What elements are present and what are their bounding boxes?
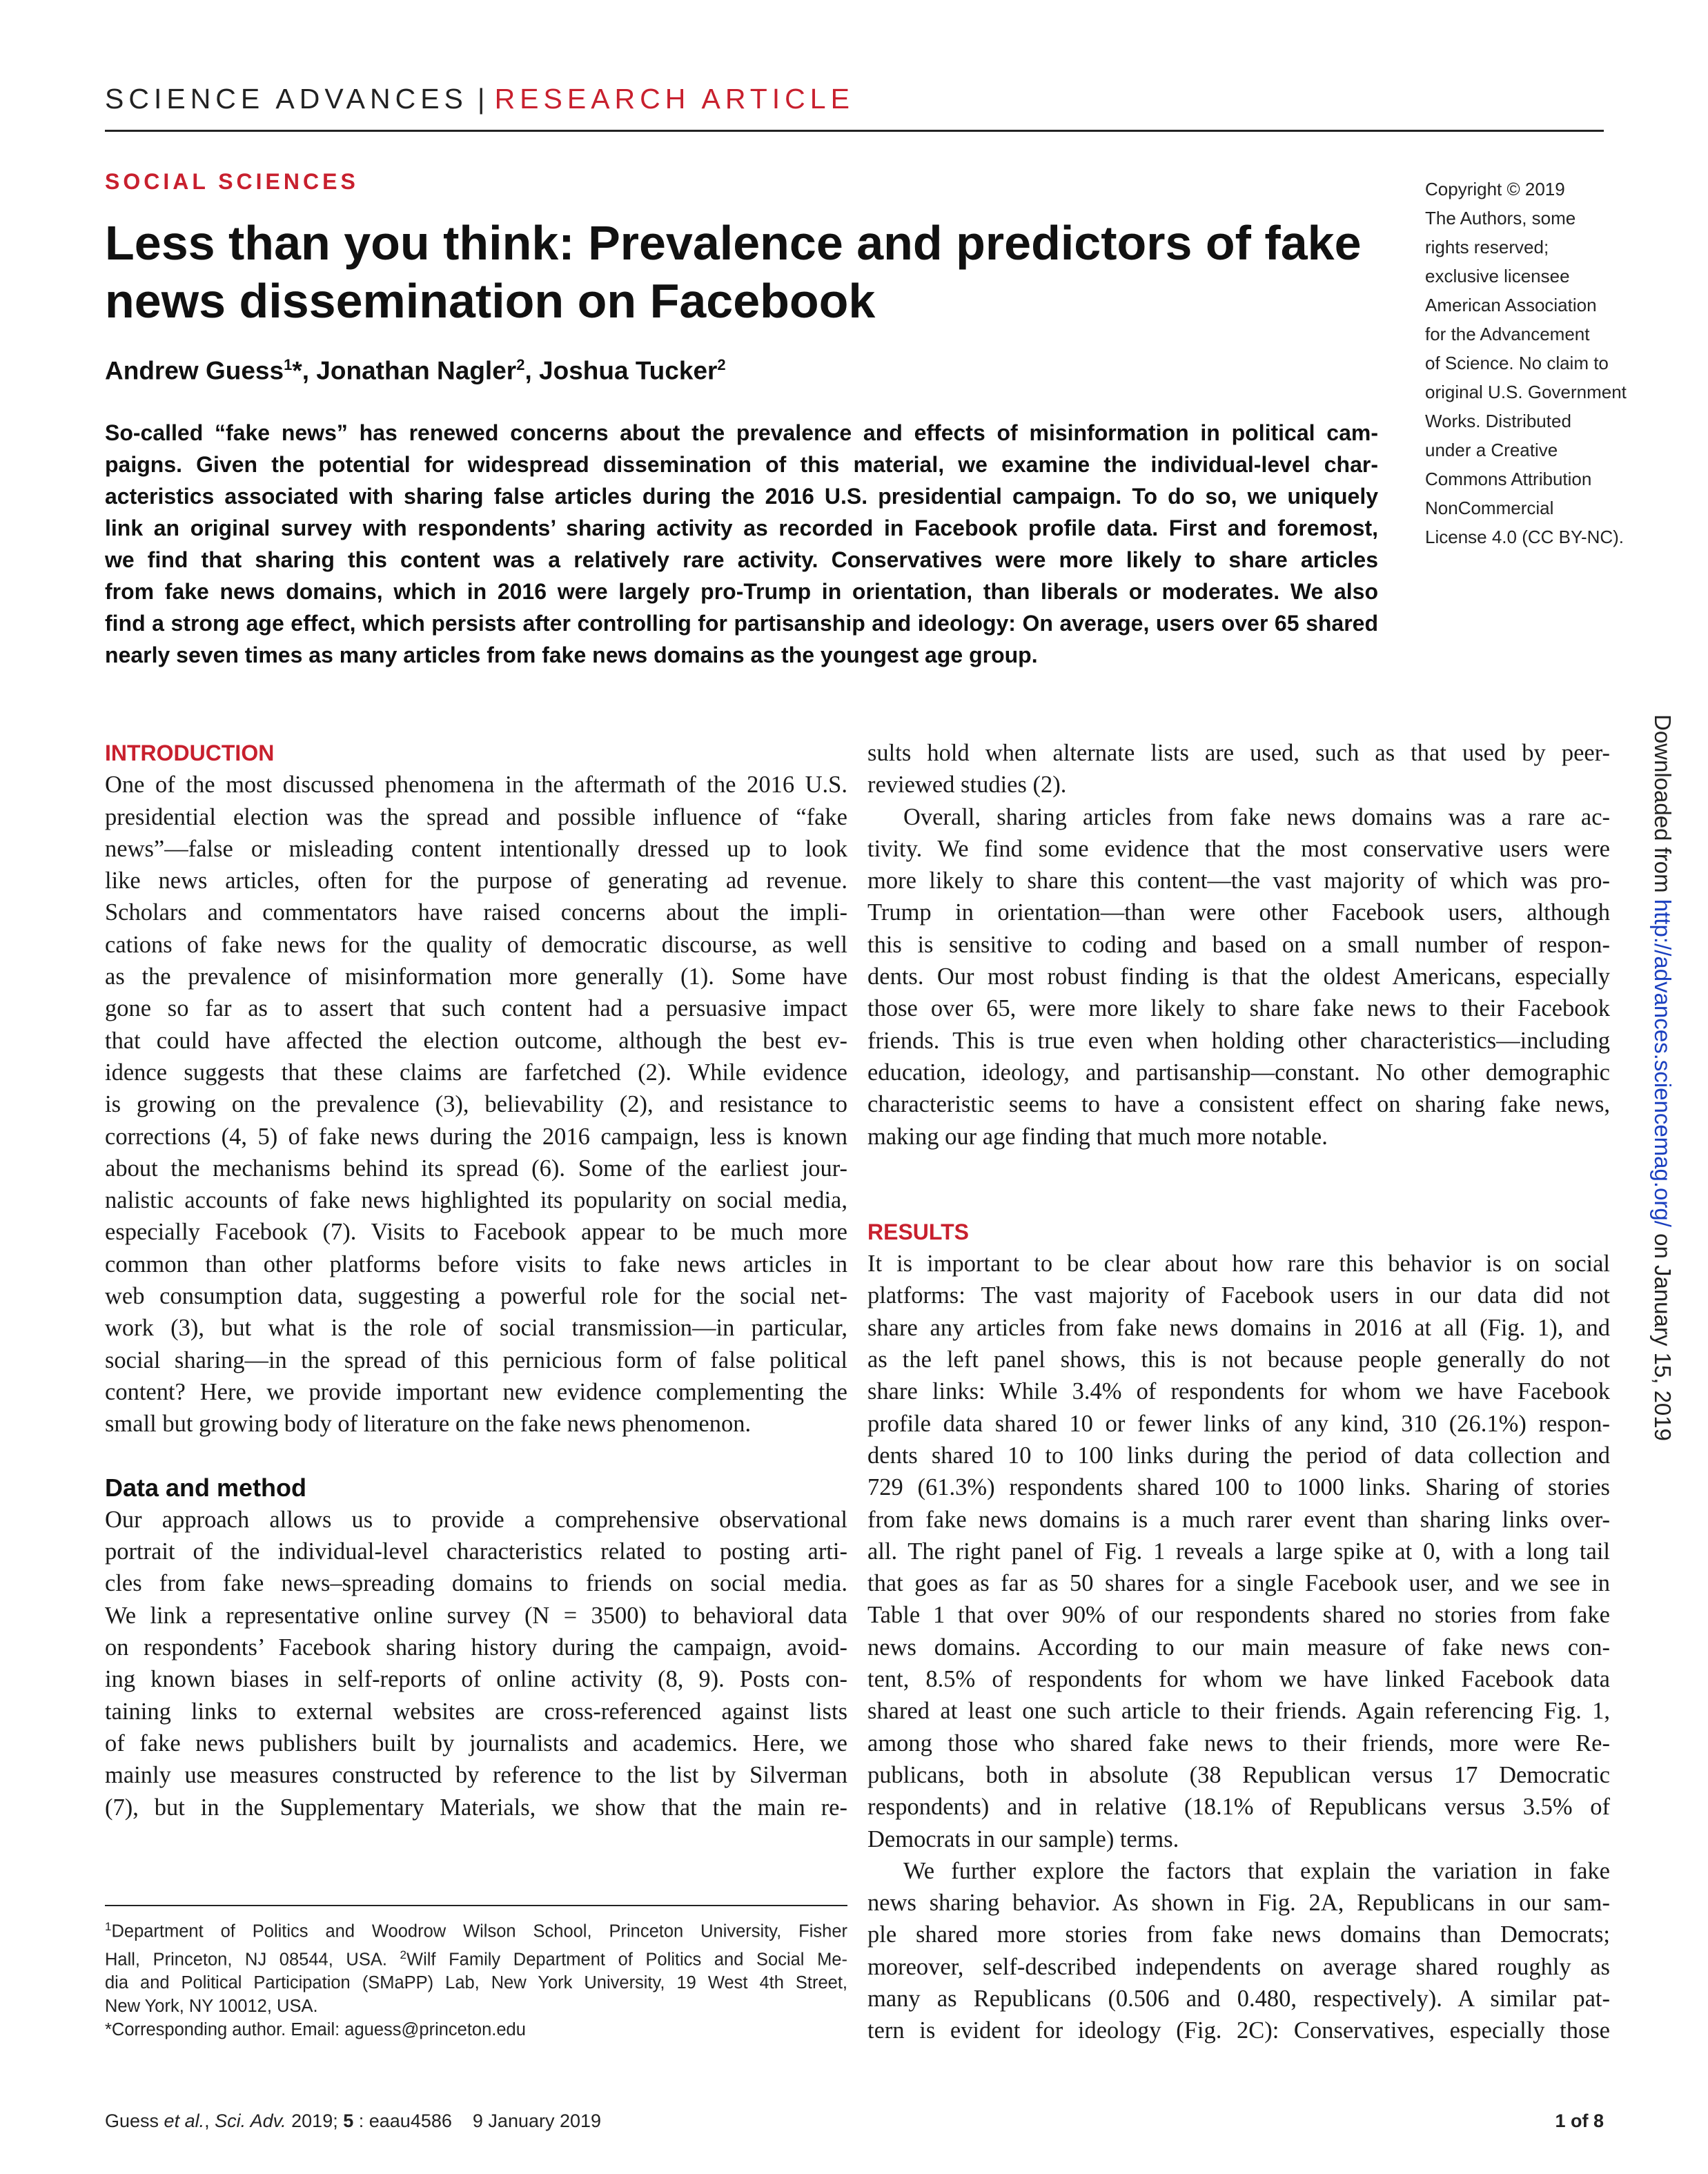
- right-column: [867, 737, 1610, 2047]
- section-label: SOCIAL SCIENCES: [105, 169, 359, 194]
- body-text-line: taining links to external websites are cross-referenced against lists: [105, 1698, 847, 1725]
- body-text-line: Overall, sharing articles from fake news domains was a rare ac-: [903, 803, 1610, 830]
- body-text-line: like news articles, often for the purpose of generating ad revenue.: [105, 868, 847, 894]
- copyright-line: The Authors, some: [1425, 208, 1576, 228]
- header-rule: [105, 130, 1604, 132]
- body-text-line: social sharing—in the spread of this pernicious form of false political: [105, 1346, 847, 1373]
- article-type: RESEARCH ARTICLE: [494, 83, 854, 115]
- abstract-line: from fake news domains, which in 2016 were largely pro-Trump in orientation, than liberals or moderates. We also: [105, 579, 1378, 604]
- author-name[interactable]: Andrew Guess: [105, 356, 284, 385]
- section-heading-results: RESULTS: [867, 1219, 969, 1244]
- body-text-line: cles from fake news–spreading domains to friends on social media.: [105, 1570, 847, 1597]
- body-text-line: (7), but in the Supplementary Materials, we show that the main re-: [105, 1794, 847, 1821]
- copyright-line: Commons Attribution: [1425, 469, 1592, 489]
- body-text-line: small but growing body of literature on the fake news phenomenon.: [105, 1411, 752, 1438]
- body-text-line: web consumption data, suggesting a powerful role for the social net-: [105, 1283, 847, 1310]
- abstract-line: link an original survey with respondents’ sharing activity as recorded in Facebook profile data. First and foremost,: [105, 516, 1378, 540]
- paragraph-gap: [105, 1440, 847, 1472]
- body-text-line: news sharing behavior. As shown in Fig. 2A, Republicans in our sam-: [867, 1890, 1610, 1917]
- body-text-line: of fake news publishers built by journalists and academics. Here, we: [105, 1730, 847, 1756]
- author-name[interactable]: Jonathan Nagler: [316, 356, 517, 385]
- author-separator: *,: [292, 356, 317, 385]
- body-text-line: all. The right panel of Fig. 1 reveals a large spike at 0, with a long tail: [867, 1538, 1610, 1565]
- footer-journal: Sci. Adv.: [215, 2111, 286, 2131]
- body-text-line: as the left panel shows, this is not because people generally do not: [867, 1346, 1610, 1373]
- body-text-line: platforms: The vast majority of Facebook users in our data did not: [867, 1282, 1610, 1309]
- footnote-marker: 1: [105, 1920, 112, 1933]
- body-text-line: respondents) and in relative (18.1% of Republicans versus 3.5% of: [867, 1794, 1610, 1821]
- body-text-line: especially Facebook (7). Visits to Facebook appear to be much more: [105, 1219, 847, 1246]
- body-text-line: Table 1 that over 90% of our respondents shared no stories from fake: [867, 1602, 1610, 1629]
- body-text-line: idence suggests that these claims are farfetched (2). While evidence: [105, 1059, 847, 1086]
- download-suffix: on January 15, 2019: [1650, 1226, 1676, 1441]
- footer-authors: Guess: [105, 2111, 164, 2131]
- body-text-line: common than other platforms before visits to fake news articles in: [105, 1251, 847, 1277]
- body-text-line: friends. This is true even when holding other characteristics—including: [867, 1027, 1610, 1054]
- body-text-line: work (3), but what is the role of social transmission—in particular,: [105, 1315, 847, 1342]
- copyright-line: exclusive licensee: [1425, 266, 1570, 286]
- body-text-line: gone so far as to assert that such content had a persuasive impact: [105, 995, 847, 1022]
- author-affiliation: 2: [516, 356, 525, 373]
- body-text-line: ple shared more stories from fake news domains than Democrats;: [867, 1921, 1610, 1948]
- copyright-line: Copyright © 2019: [1425, 179, 1565, 199]
- body-text-line: Trump in orientation—than were other Facebook users, although: [867, 899, 1610, 926]
- body-text-line: those over 65, were more likely to share fake news to their Facebook: [867, 995, 1610, 1022]
- body-text-line: profile data shared 10 or fewer links of any kind, 310 (26.1%) respon-: [867, 1410, 1610, 1437]
- left-column: [105, 737, 847, 1823]
- body-text-line: Democrats in our sample) terms.: [867, 1825, 1179, 1852]
- body-text-line: this is sensitive to coding and based on a small number of respon-: [867, 931, 1610, 958]
- body-text-line: portrait of the individual-level characteristics related to posting arti-: [105, 1538, 847, 1565]
- footer-etal: et al.: [164, 2111, 205, 2131]
- body-text-line: nalistic accounts of fake news highlighted its popularity on social media,: [105, 1187, 847, 1214]
- body-text-line: 729 (61.3%) respondents shared 100 to 1000 links. Sharing of stories: [867, 1474, 1610, 1501]
- copyright-line: rights reserved;: [1425, 237, 1549, 257]
- footnote-text: Wilf Family Department of Politics and Social Me-: [406, 1950, 847, 1969]
- download-stamp: [1649, 714, 1676, 1441]
- header-separator: |: [477, 83, 485, 115]
- body-text-line: share any articles from fake news domains in 2016 at all (Fig. 1), and: [867, 1314, 1610, 1341]
- abstract-line: paigns. Given the potential for widespread dissemination of this material, we examine the individual-level char-: [105, 452, 1378, 477]
- author-list: [105, 356, 726, 385]
- footnote-rule: [105, 1905, 847, 1906]
- body-text-line: reviewed studies (2).: [867, 772, 1067, 799]
- body-text-line: presidential election was the spread and possible influence of “fake: [105, 803, 847, 830]
- body-text-line: One of the most discussed phenomena in the aftermath of the 2016 U.S.: [105, 772, 847, 799]
- body-text-line: It is important to be clear about how rare this behavior is on social: [867, 1251, 1610, 1277]
- body-text-line: moreover, self-described independents on average shared roughly as: [867, 1953, 1610, 1980]
- body-text-line: many as Republicans (0.506 and 0.480, respectively). A similar pat-: [867, 1985, 1610, 2012]
- copyright-line: License 4.0 (CC BY-NC).: [1425, 527, 1624, 547]
- body-text-line: education, ideology, and partisanship—constant. No other demographic: [867, 1059, 1610, 1086]
- footnote-line: [105, 1915, 847, 1943]
- body-text-line: share links: While 3.4% of respondents for whom we have Facebook: [867, 1378, 1610, 1405]
- author-affiliation: 2: [717, 356, 726, 373]
- footnote-line: New York, NY 10012, USA.: [105, 1997, 318, 2016]
- body-text-line: is growing on the prevalence (3), believability (2), and resistance to: [105, 1091, 847, 1118]
- body-text-line: characteristic seems to have a consistent effect on sharing fake news,: [867, 1091, 1610, 1118]
- body-text-line: Our approach allows us to provide a comprehensive observational: [105, 1506, 847, 1533]
- download-link[interactable]: http://advances.sciencemag.org/: [1650, 899, 1676, 1227]
- footer-article-id: : eaau4586: [353, 2111, 452, 2131]
- body-text-line: Scholars and commentators have raised concerns about the impli-: [105, 899, 847, 926]
- footnote-text: Hall, Princeton, NJ 08544, USA.: [105, 1950, 400, 1969]
- body-text-line: mainly use measures constructed by reference to the list by Silverman: [105, 1762, 847, 1789]
- abstract-line: nearly seven times as many articles from fake news domains as the youngest age group.: [105, 643, 1038, 667]
- affiliation-footnotes: [105, 1915, 847, 2041]
- journal-name[interactable]: SCIENCE ADVANCES: [105, 83, 468, 115]
- body-text-line: publicans, both in absolute (38 Republican versus 17 Democratic: [867, 1761, 1610, 1788]
- copyright-line: of Science. No claim to: [1425, 353, 1609, 373]
- author-affiliation: 1: [284, 356, 293, 373]
- author-name[interactable]: Joshua Tucker: [539, 356, 718, 385]
- body-text-line: as the prevalence of misinformation more generally (1). Some have: [105, 963, 847, 990]
- body-text-line: from fake news domains is a much rarer event than sharing links over-: [867, 1506, 1610, 1533]
- abstract-line: we find that sharing this content was a relatively rare activity. Conservatives were more likely to share articles: [105, 547, 1378, 572]
- footer-year: 2019;: [286, 2111, 344, 2131]
- body-text-line: making our age finding that much more notable.: [867, 1123, 1328, 1150]
- copyright-line: NonCommercial: [1425, 498, 1554, 518]
- body-text-line: that could have affected the election outcome, although the best ev-: [105, 1027, 847, 1054]
- corresponding-author[interactable]: *Corresponding author. Email: aguess@princeton.edu: [105, 2020, 526, 2039]
- copyright-notice: [1425, 175, 1625, 551]
- body-text-line: We further explore the factors that explain the variation in fake: [903, 1857, 1610, 1884]
- body-text-line: shared at least one such article to their friends. Again referencing Fig. 1,: [867, 1698, 1610, 1725]
- body-text-line: corrections (4, 5) of fake news during the 2016 campaign, less is known: [105, 1123, 847, 1150]
- body-text-line: about the mechanisms behind its spread (6). Some of the earliest jour-: [105, 1155, 847, 1182]
- body-text-line: cations of fake news for the quality of democratic discourse, as well: [105, 931, 847, 958]
- copyright-line: under a Creative: [1425, 440, 1558, 460]
- copyright-line: original U.S. Government: [1425, 382, 1627, 402]
- journal-header: [105, 83, 854, 115]
- subsection-heading-data-method: Data and method: [105, 1473, 307, 1502]
- page-number: 1 of 8: [1555, 2111, 1604, 2131]
- body-text-line: We link a representative online survey (N = 3500) to behavioral data: [105, 1602, 847, 1629]
- body-text-line: on respondents’ Facebook sharing history during the campaign, avoid-: [105, 1634, 847, 1661]
- paragraph-gap: [867, 1153, 1610, 1216]
- body-text-line: more likely to share this content—the vast majority of which was pro-: [867, 868, 1610, 894]
- footnote-marker: 2: [400, 1948, 406, 1961]
- footnote-line: dia and Political Participation (SMaPP) Lab, New York University, 19 West 4th Street,: [105, 1973, 847, 1992]
- body-text-line: dents shared 10 to 100 links during the period of data collection and: [867, 1442, 1610, 1469]
- footer-date: 9 January 2019: [472, 2111, 602, 2131]
- abstract-line: acteristics associated with sharing false articles during the 2016 U.S. presidential campaign. To do so, we uniquely: [105, 484, 1378, 509]
- citation-footer: Guess et al., Sci. Adv. 2019; 5 : eaau4586 9 January 2019: [105, 2111, 602, 2131]
- copyright-line: Works. Distributed: [1425, 411, 1571, 431]
- body-text-line: tent, 8.5% of respondents for whom we have linked Facebook data: [867, 1666, 1610, 1693]
- footnote-text: Department of Politics and Woodrow Wilson School, Princeton University, Fisher: [111, 1921, 847, 1941]
- body-text-line: tivity. We find some evidence that the most conservative users were: [867, 835, 1610, 862]
- article-title: Less than you think: Prevalence and predictors of fake news dissemination on Facebook: [105, 216, 1362, 328]
- body-text-line: ing known biases in self-reports of online activity (8, 9). Posts con-: [105, 1666, 847, 1693]
- copyright-line: for the Advancement: [1425, 324, 1590, 344]
- body-text-line: dents. Our most robust finding is that the oldest Americans, especially: [867, 963, 1610, 990]
- body-text-line: content? Here, we provide important new evidence complementing the: [105, 1378, 847, 1405]
- abstract-line: find a strong age effect, which persists after controlling for partisanship and ideology: On average, users over 65 shared: [105, 611, 1378, 636]
- body-text-line: sults hold when alternate lists are used, such as that used by peer-: [867, 740, 1610, 766]
- body-text-line: that goes as far as 50 shares for a single Facebook user, and we see in: [867, 1570, 1610, 1597]
- download-prefix: Downloaded from: [1650, 714, 1676, 899]
- author-separator: ,: [524, 356, 540, 385]
- body-text-line: among those who shared fake news to their friends, more were Re-: [867, 1730, 1610, 1756]
- body-text-line: news domains. According to our main measure of fake news con-: [867, 1634, 1610, 1661]
- abstract: [105, 417, 1378, 671]
- section-heading-introduction: INTRODUCTION: [105, 741, 275, 765]
- body-text-line: news”—false or misleading content intentionally dressed up to look: [105, 835, 847, 862]
- body-text-line: tern is evident for ideology (Fig. 2C): Conservatives, especially those: [867, 2017, 1610, 2044]
- footnote-line: [105, 1943, 847, 1972]
- footer-volume: 5: [343, 2111, 354, 2131]
- copyright-line: American Association: [1425, 295, 1597, 315]
- abstract-line: So-called “fake news” has renewed concerns about the prevalence and effects of misinformation in political cam-: [105, 420, 1378, 445]
